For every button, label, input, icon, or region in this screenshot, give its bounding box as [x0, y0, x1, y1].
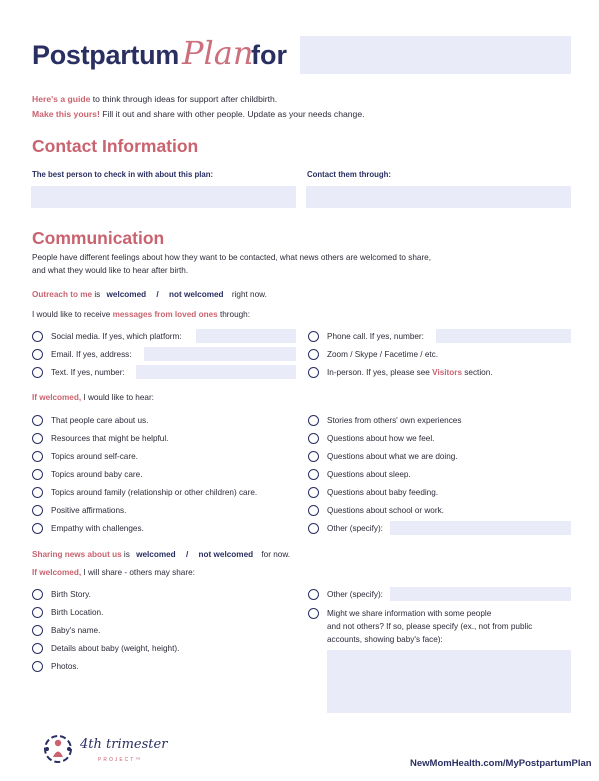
share-rest: I will share - others may share: [81, 568, 195, 577]
hear-line [32, 393, 154, 402]
option-share-left-5: Photos. [51, 662, 79, 671]
in-person-post: section. [462, 368, 493, 377]
share-selective-line-3: accounts, showing baby's face): [327, 635, 443, 644]
contact-heading: Contact Information [32, 136, 199, 156]
page-title-suffix: for [251, 40, 287, 70]
contact-through-field[interactable] [306, 186, 571, 208]
option-hear-right-6: Questions about school or work. [327, 506, 444, 515]
option-hear-left-4: Topics around baby care. [51, 470, 143, 479]
radio-hear-left-4[interactable] [32, 469, 43, 480]
radio-share-other[interactable] [308, 589, 319, 600]
radio-hear-left-1[interactable] [32, 415, 43, 426]
share-line [32, 568, 195, 577]
share-selective-field[interactable] [327, 650, 571, 713]
radio-email[interactable] [32, 349, 43, 360]
option-share-left-4: Details about baby (weight, height). [51, 644, 180, 653]
intro-line-2 [32, 109, 365, 119]
visitors-link[interactable]: Visitors [432, 368, 463, 377]
sharing-welcomed-option[interactable]: welcomed [136, 550, 176, 559]
radio-hear-left-7[interactable] [32, 523, 43, 534]
option-hear-right-2: Questions about how we feel. [327, 434, 435, 443]
outreach-not-welcomed-option[interactable]: not welcomed [168, 290, 224, 299]
radio-hear-left-6[interactable] [32, 505, 43, 516]
option-hear-right-5: Questions about baby feeding. [327, 488, 439, 497]
social-media-field[interactable] [196, 329, 296, 343]
outreach-slash: / [156, 290, 159, 299]
radio-share-left-5[interactable] [32, 661, 43, 672]
share-selective-line-1: Might we share information with some people [327, 609, 492, 618]
page-title: Postpartum [32, 40, 180, 70]
radio-hear-left-2[interactable] [32, 433, 43, 444]
option-hear-right-7: Other (specify): [327, 524, 383, 533]
radio-hear-right-3[interactable] [308, 451, 319, 462]
radio-hear-right-2[interactable] [308, 433, 319, 444]
sharing-is: is [121, 550, 133, 559]
option-hear-left-3: Topics around self-care. [51, 452, 138, 461]
option-hear-left-6: Positive affirmations. [51, 506, 127, 515]
hear-rest: I would like to hear: [81, 393, 154, 402]
radio-share-left-1[interactable] [32, 589, 43, 600]
radio-share-left-2[interactable] [32, 607, 43, 618]
option-hear-right-1: Stories from others' own experiences [327, 416, 462, 425]
in-person-pre: In-person. If yes, please see [327, 368, 433, 377]
radio-in-person[interactable] [308, 367, 319, 378]
sharing-line [32, 550, 290, 559]
intro-highlight-2: Make this yours! [32, 109, 100, 119]
outreach-tail: right now. [231, 290, 267, 299]
option-phone-call: Phone call. If yes, number: [327, 332, 424, 341]
outreach-lead: Outreach to me [32, 290, 93, 299]
contact-through-label: Contact them through: [307, 170, 392, 179]
contact-person-label: The best person to check in with about this plan: [32, 170, 214, 179]
sharing-not-welcomed-option[interactable]: not welcomed [198, 550, 254, 559]
radio-video-call[interactable] [308, 349, 319, 360]
radio-hear-right-6[interactable] [308, 505, 319, 516]
sharing-lead: Sharing news about us [32, 550, 122, 559]
name-field[interactable] [300, 36, 571, 74]
option-hear-right-4: Questions about sleep. [327, 470, 411, 479]
receive-pre: I would like to receive [32, 310, 113, 319]
share-lead: If welcomed, [32, 568, 82, 577]
logo-text: 4th trimester [80, 737, 168, 752]
radio-social-media[interactable] [32, 331, 43, 342]
radio-phone-call[interactable] [308, 331, 319, 342]
intro-highlight-1: Here's a guide [32, 94, 91, 104]
radio-hear-left-5[interactable] [32, 487, 43, 498]
option-hear-left-1: That people care about us. [51, 416, 149, 425]
logo-icon [40, 732, 76, 766]
outreach-welcomed-option[interactable]: welcomed [106, 290, 147, 299]
contact-person-field[interactable] [31, 186, 296, 208]
share-selective-line-2: and not others? If so, please specify (ex., not from public [327, 622, 533, 631]
share-other-field[interactable] [390, 587, 571, 601]
email-field[interactable] [144, 347, 296, 361]
option-share-left-1: Birth Story. [51, 590, 91, 599]
radio-hear-right-7[interactable] [308, 523, 319, 534]
option-email: Email. If yes, address: [51, 350, 132, 359]
radio-share-left-3[interactable] [32, 625, 43, 636]
communication-desc-2: and what they would like to hear after birth. [32, 266, 189, 275]
radio-share-left-4[interactable] [32, 643, 43, 654]
option-in-person [327, 368, 493, 377]
sharing-tail: for now. [261, 550, 291, 559]
option-social-media: Social media. If yes, which platform: [51, 332, 182, 341]
receive-line [32, 310, 250, 319]
option-video-call: Zoom / Skype / Facetime / etc. [327, 350, 439, 359]
sharing-slash: / [185, 550, 189, 559]
hear-other-field[interactable] [390, 521, 571, 535]
radio-hear-left-3[interactable] [32, 451, 43, 462]
intro-text-1: to think through ideas for support after childbirth. [90, 94, 278, 104]
logo-sub: PROJECT™ [98, 757, 143, 763]
phone-number-field[interactable] [436, 329, 571, 343]
receive-highlight: messages from loved ones [112, 310, 218, 319]
option-text: Text. If yes, number: [51, 368, 125, 377]
option-share-other: Other (specify): [327, 590, 383, 599]
receive-post: through: [217, 310, 251, 319]
outreach-line [32, 290, 267, 299]
option-hear-left-5: Topics around family (relationship or other children) care. [51, 488, 258, 497]
text-number-field[interactable] [136, 365, 296, 379]
hear-lead: If welcomed, [32, 393, 82, 402]
radio-hear-right-1[interactable] [308, 415, 319, 426]
outreach-is: is [92, 290, 103, 299]
radio-hear-right-4[interactable] [308, 469, 319, 480]
communication-desc-1: People have different feelings about how they want to be contacted, what news others are welcomed to share, [32, 253, 432, 262]
option-share-left-3: Baby's name. [51, 626, 101, 635]
option-hear-right-3: Questions about what we are doing. [327, 452, 458, 461]
page-title-script: Plan [182, 34, 254, 72]
option-hear-left-2: Resources that might be helpful. [51, 434, 169, 443]
radio-text[interactable] [32, 367, 43, 378]
option-hear-left-7: Empathy with challenges. [51, 524, 144, 533]
radio-share-selective[interactable] [308, 608, 319, 619]
intro-text-2: Fill it out and share with other people. Update as your needs change. [99, 109, 365, 119]
option-share-left-2: Birth Location. [51, 608, 104, 617]
radio-hear-right-5[interactable] [308, 487, 319, 498]
footer-url[interactable]: NewMomHealth.com/MyPostpartumPlan [410, 758, 592, 769]
communication-heading: Communication [32, 228, 165, 248]
intro-line-1 [32, 94, 277, 104]
